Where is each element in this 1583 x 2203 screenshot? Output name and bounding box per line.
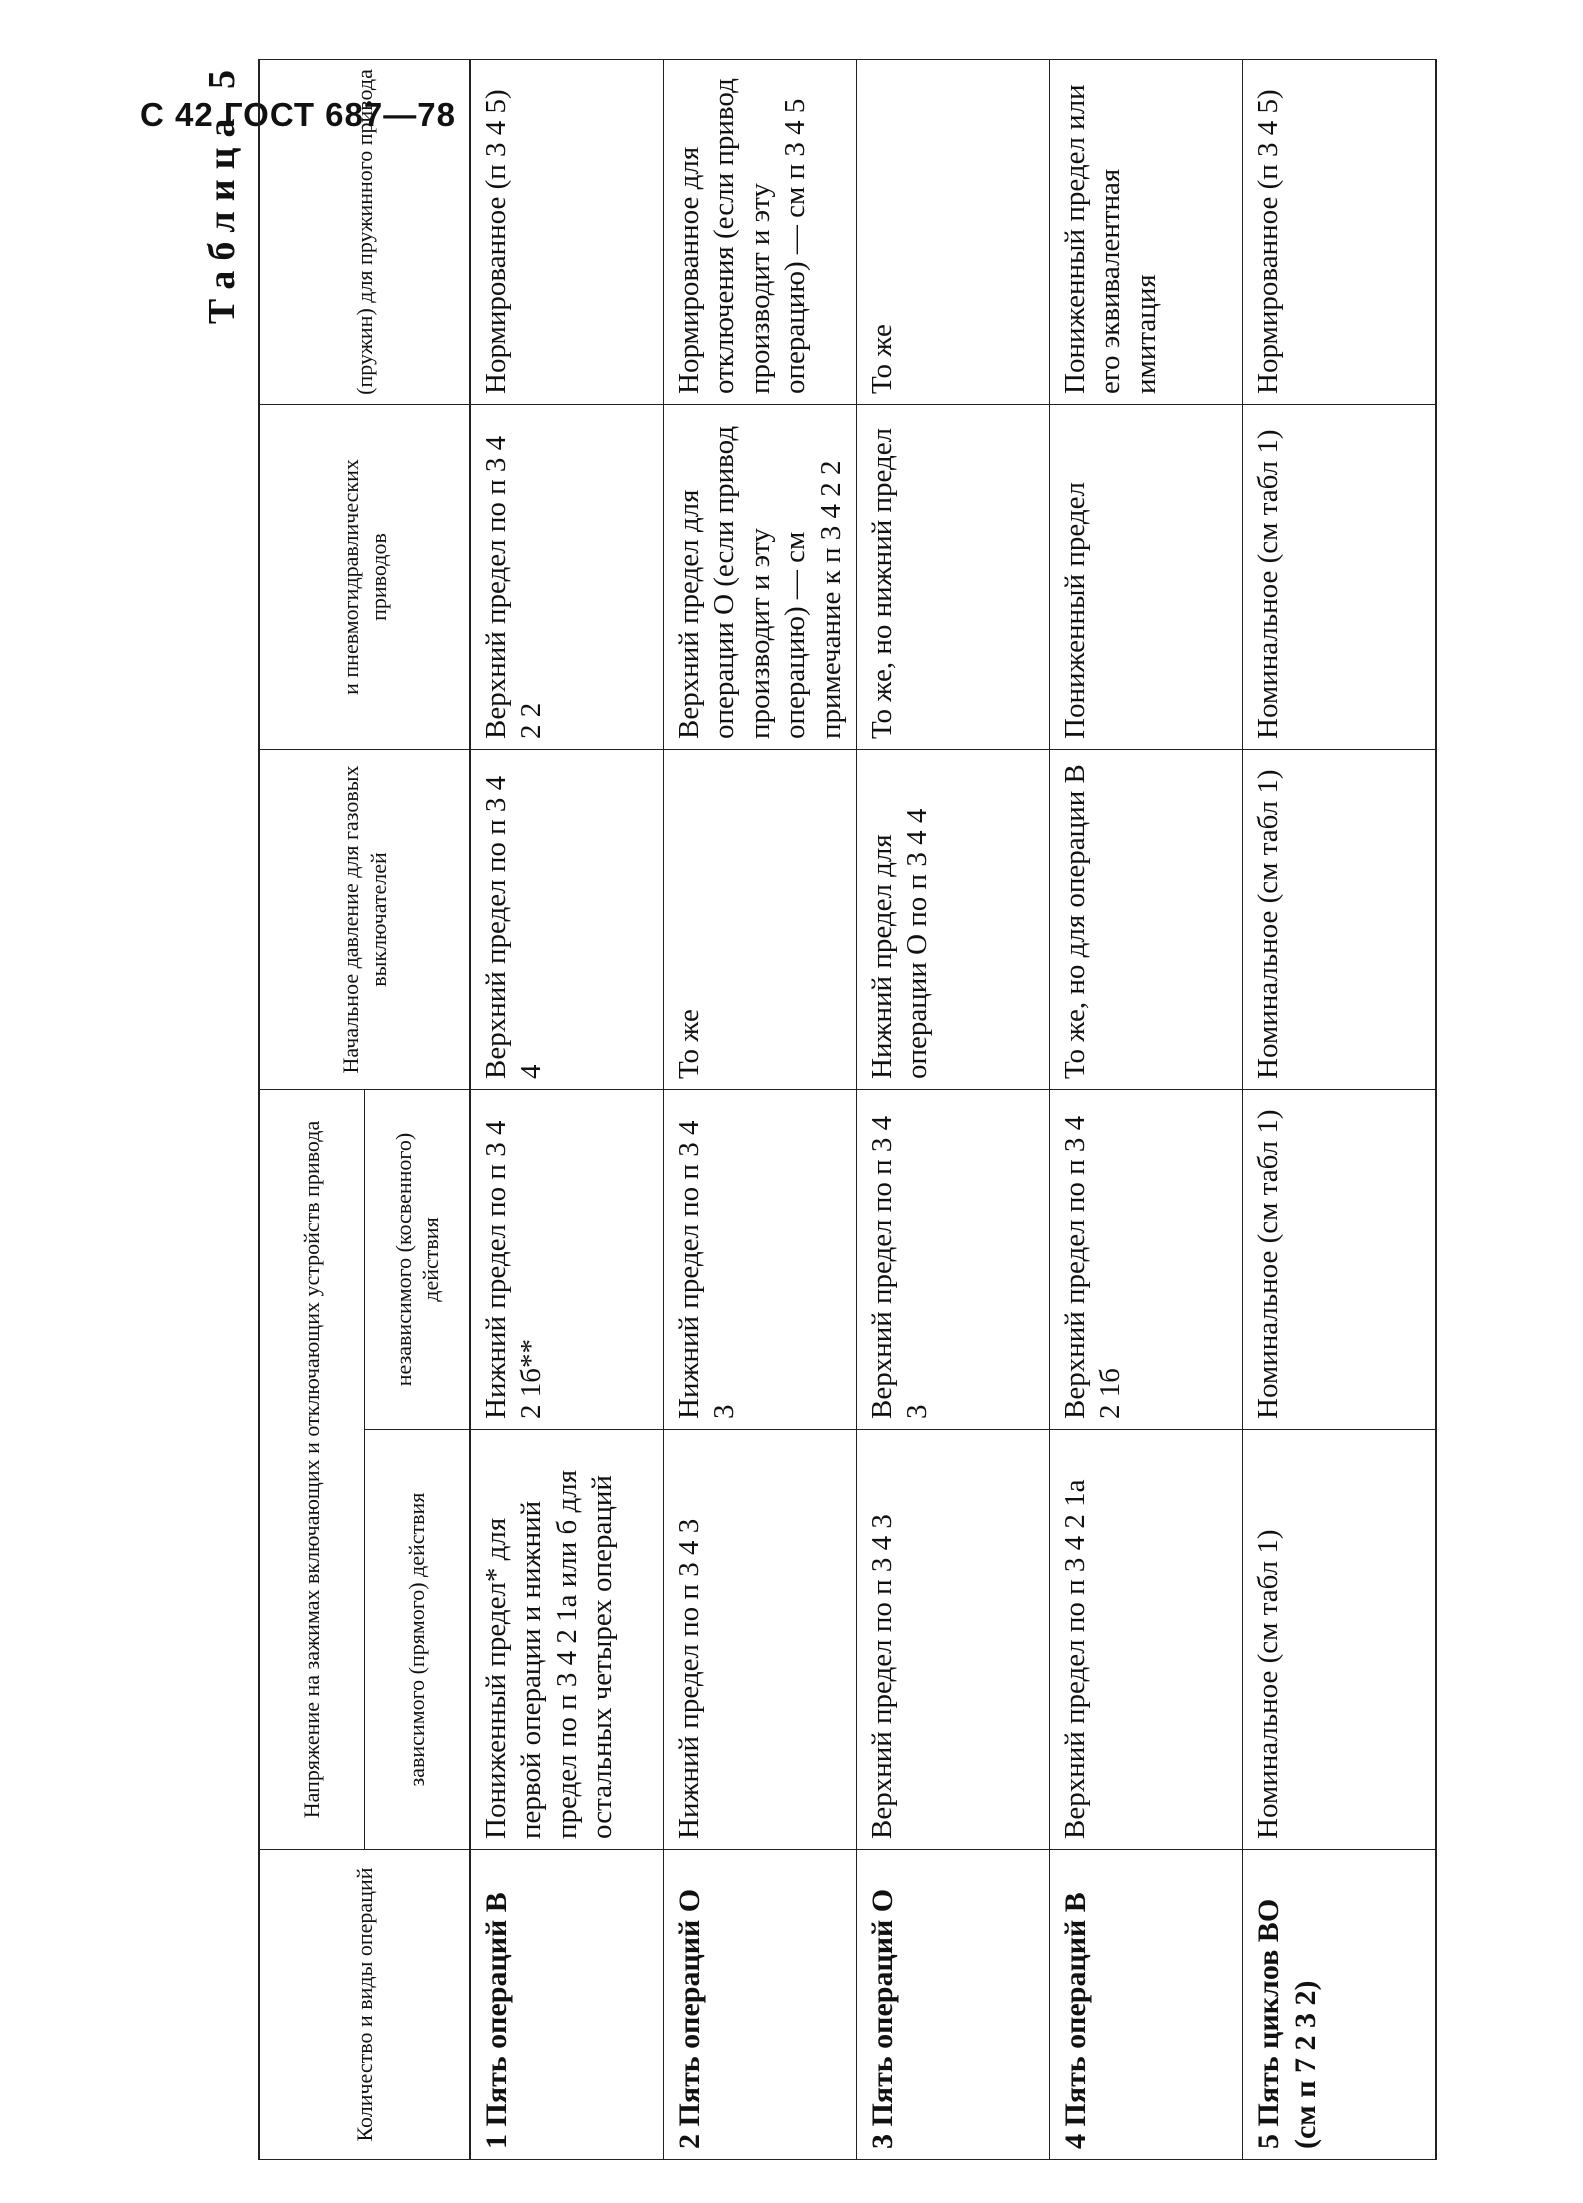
cell-gas: То же <box>664 749 857 1089</box>
cell-indirect: Номинальное (см табл 1) <box>1243 1089 1437 1429</box>
cell-indirect: Нижний предел по п 3 4 3 <box>664 1089 857 1429</box>
table-row <box>664 59 857 2159</box>
header-direct-action: зависимого (прямого) действия <box>365 1430 471 1850</box>
header-row-top <box>259 59 365 2159</box>
table-row <box>470 59 664 2159</box>
cell-gas: То же, но для операции В <box>1050 749 1243 1089</box>
header-operations: Количество и виды операций <box>259 1850 470 2160</box>
page-header: С 42 ГОСТ 687—78 <box>140 96 456 133</box>
operations-table <box>258 59 1437 2160</box>
cell-direct: Номинальное (см табл 1) <box>1243 1430 1437 1850</box>
cell-pneumo: То же, но нижний предел <box>857 404 1050 749</box>
table-caption: Таблица 5 <box>201 60 243 325</box>
cell-indirect: Нижний предел по п 3 4 2 1б** <box>470 1089 664 1429</box>
cell-spring: Нормированное (п 3 4 5) <box>470 59 664 404</box>
header-indirect-action: независимого (косвенного) действия <box>365 1089 471 1429</box>
header-gas-breakers: Начальное давление для газовых выключателей <box>259 749 470 1089</box>
cell-pneumo: Верхний предел по п 3 4 2 2 <box>470 404 664 749</box>
header-pneumo-drives: и пневмогидравлических приводов <box>259 404 470 749</box>
cell-spring: Нормированное (п 3 4 5) <box>1243 59 1437 404</box>
cell-spring: Нормированное для отключения (если привод производит и эту операцию) — см п 3 4 5 <box>664 59 857 404</box>
cell-spring: То же <box>857 59 1050 404</box>
cell-direct: Верхний предел по п 3 4 3 <box>857 1430 1050 1850</box>
table-row <box>857 59 1050 2159</box>
cell-direct: Верхний предел по п 3 4 2 1а <box>1050 1430 1243 1850</box>
cell-direct: Нижний предел по п 3 4 3 <box>664 1430 857 1850</box>
cell-gas: Верхний предел по п 3 4 4 <box>470 749 664 1089</box>
cell-direct: Пониженный предел* для первой операции и нижний предел по п 3 4 2 1а или б для остальных четырех операций <box>470 1430 664 1850</box>
row-label: 1 Пять операций В <box>470 1850 664 2160</box>
table-row <box>1050 59 1243 2159</box>
row-label: 3 Пять операций О <box>857 1850 1050 2160</box>
header-voltage-group: Напряжение на зажимах включающих и отключающих устройств привода <box>259 1089 365 1849</box>
row-label: 5 Пять циклов ВО (см п 7 2 3 2) <box>1243 1850 1437 2160</box>
cell-gas: Нижний предел для операции О по п 3 4 4 <box>857 749 1050 1089</box>
cell-indirect: Верхний предел по п 3 4 3 <box>857 1089 1050 1429</box>
rotated-table-container <box>200 60 1583 2160</box>
cell-gas: Номинальное (см табл 1) <box>1243 749 1437 1089</box>
cell-pneumo: Пониженный предел <box>1050 404 1243 749</box>
cell-pneumo: Верхний предел для операции О (если привод производит и эту операцию) — см примечание к п 3 4 2 2 <box>664 404 857 749</box>
cell-indirect: Верхний предел по п 3 4 2 1б <box>1050 1089 1243 1429</box>
table-row <box>1243 59 1437 2159</box>
cell-pneumo: Номинальное (см табл 1) <box>1243 404 1437 749</box>
row-label: 4 Пять операций В <box>1050 1850 1243 2160</box>
header-spring-drive: (пружин) для пружинного привода <box>259 59 470 404</box>
row-label: 2 Пять операций О <box>664 1850 857 2160</box>
cell-spring: Пониженный предел или его эквивалентная имитация <box>1050 59 1243 404</box>
